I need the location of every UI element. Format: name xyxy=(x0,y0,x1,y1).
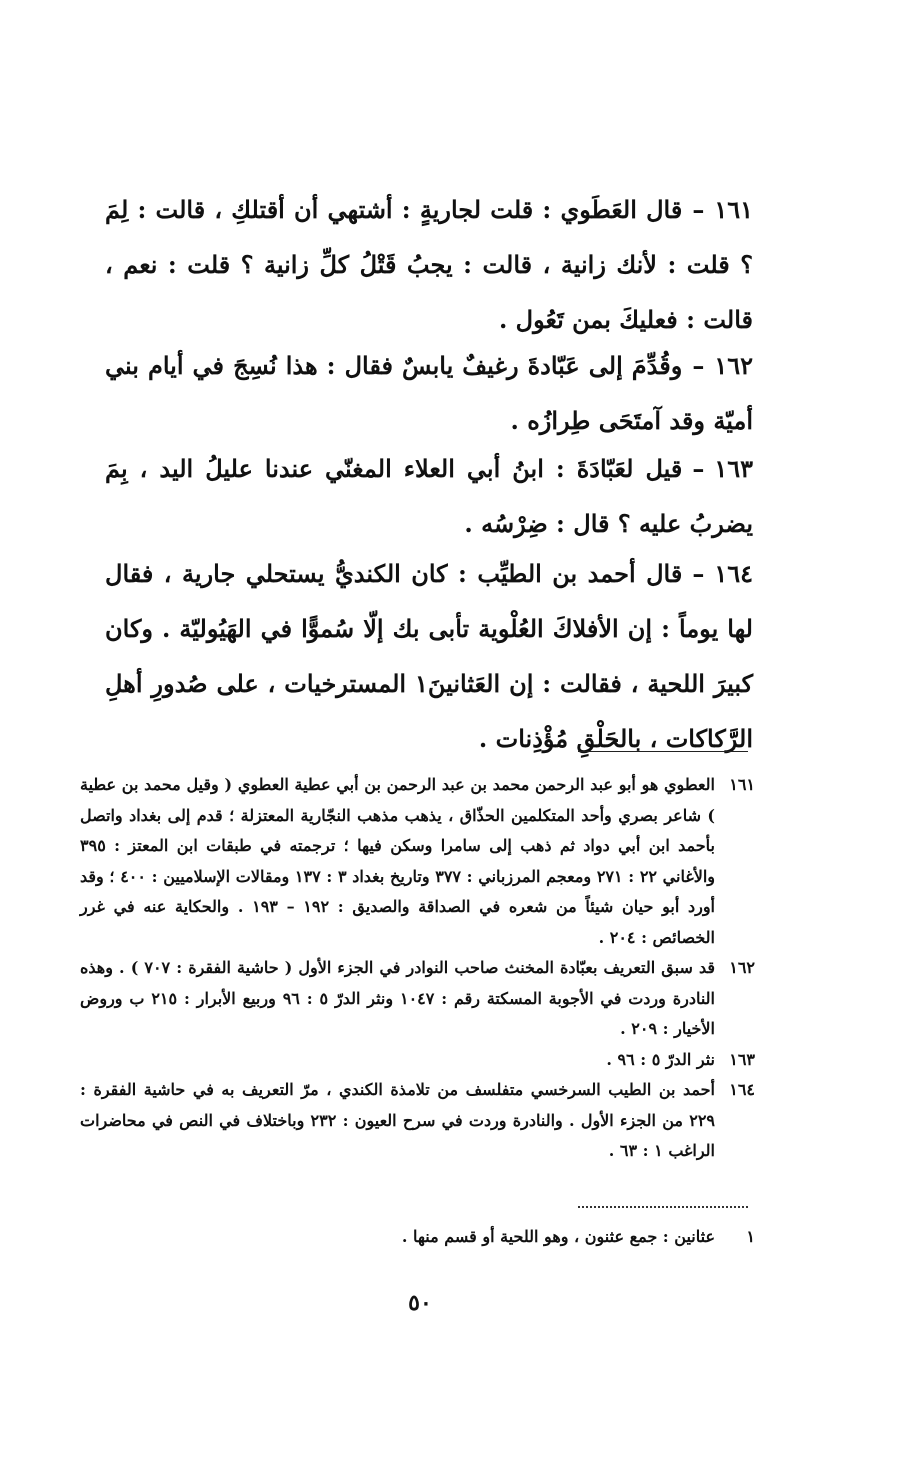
paragraph-number: ١٦١ xyxy=(714,195,753,224)
paragraph-text: قيل لعَبّادَةَ : ابنُ أبي العلاء المغنّي عندنا عليلُ اليد ، بِمَ يضربُ عليه ؟ قال : ضِرْسُه . xyxy=(105,454,753,538)
page-number: ٥٠ xyxy=(408,1290,432,1316)
paragraph-162 xyxy=(105,338,753,448)
footnote-164 xyxy=(80,1075,755,1167)
paragraph-dash: – xyxy=(692,195,705,224)
gloss-text: عثانين : جمع عثنون ، وهو اللحية أو قسم منها . xyxy=(401,1227,715,1246)
paragraph-dash: – xyxy=(692,454,705,483)
gloss-number: ١ xyxy=(746,1227,755,1246)
paragraph-dash: – xyxy=(692,351,705,380)
gloss-note xyxy=(80,1222,755,1252)
paragraph-164 xyxy=(105,546,753,766)
footnote-number: ١٦٤ xyxy=(729,1080,755,1099)
paragraph-text: قال أحمد بن الطيِّب : كان الكنديُّ يستحلي جارية ، فقال لها يوماً : إن الأفلاكَ العُلْوية تأبى بك إلّا سُموًّا في الهَيُوليّة . وكان كبيرَ اللحية ، فقالت : إن العَثانينَ١ المسترخيات ، على صُدورِ أهلِ الرَّكاكات ، بالحَلْقِ مُؤْذِنات . xyxy=(105,559,754,753)
footnote-number: ١٦٢ xyxy=(729,958,755,977)
gloss-divider xyxy=(578,1206,748,1208)
footnote-161 xyxy=(80,770,755,953)
paragraph-number: ١٦٢ xyxy=(714,351,753,380)
footnote-text: العطوي هو أبو عبد الرحمن محمد بن عبد الرحمن بن أبي عطية العطوي ( وقيل محمد بن عطية ) شاعر بصري وأحد المتكلمين الحذّاق ، يذهب مذهب النجّارية المعتزلة ؛ قدم إلى بغداد واتصل بأحمد ابن أبي دواد ثم ذهب إلى سامرا وسكن فيها ؛ ترجمته في طبقات ابن المعتز : ٣٩٥ والأغاني ٢٢ : ٢٧١ ومعجم المرزباني : ٣٧٧ وتاريخ بغداد ٣ : ١٣٧ ومقالات الإسلاميين : ٤٠٠ ؛ وقد أورد أبو حيان شيئاً من شعره في الصداقة والصديق : ١٩٢ – ١٩٣ . والحكاية عنه في غرر الخصائص : ٢٠٤ . xyxy=(80,775,716,947)
footnote-number: ١٦٣ xyxy=(729,1049,755,1069)
footnote-text: نثر الدرّ ٥ : ٩٦ . xyxy=(606,1049,715,1069)
paragraph-number: ١٦٣ xyxy=(714,454,753,483)
footnotes xyxy=(80,770,755,1167)
footnote-divider xyxy=(578,751,748,752)
footnote-163 xyxy=(80,1045,755,1076)
paragraph-text: قال العَطَوي : قلت لجاريةٍ : أشتهي أن أقتلكِ ، قالت : لِمَ ؟ قلت : لأنك زانية ، قالت : يجبُ قَتْلُ كلِّ زانية ؟ قلت : نعم ، قالت : فعليكَ بمن تَعُول . xyxy=(105,195,753,334)
paragraph-number: ١٦٤ xyxy=(714,559,753,588)
footnote-number: ١٦١ xyxy=(729,775,755,794)
footnote-text: قد سبق التعريف بعبّادة المخنث صاحب النوادر في الجزء الأول ( حاشية الفقرة : ٧٠٧ ) . وهذه النادرة وردت في الأجوبة المسكتة رقم : ١٠٤٧ ونثر الدرّ ٥ : ٩٦ وربيع الأبرار : ٢١٥ ب وروض الأخيار : ٢٠٩ . xyxy=(80,958,716,1038)
paragraph-dash: – xyxy=(692,559,705,588)
paragraph-text: وقُدِّمَ إلى عَبّادةَ رغيفٌ يابسٌ فقال : هذا نُسِجَ في أيام بني أميّة وقد آمتَحَى طِرازُه . xyxy=(105,351,753,435)
paragraph-161 xyxy=(105,182,753,347)
paragraph-163 xyxy=(105,441,753,551)
footnote-162 xyxy=(80,953,755,1045)
footnote-text: أحمد بن الطيب السرخسي متفلسف من تلامذة الكندي ، مرّ التعريف به في حاشية الفقرة : ٢٢٩ من الجزء الأول . والنادرة وردت في سرح العيون : ٢٣٢ وباختلاف في النص في محاضرات الراغب ١ : ٦٣ . xyxy=(80,1080,715,1160)
